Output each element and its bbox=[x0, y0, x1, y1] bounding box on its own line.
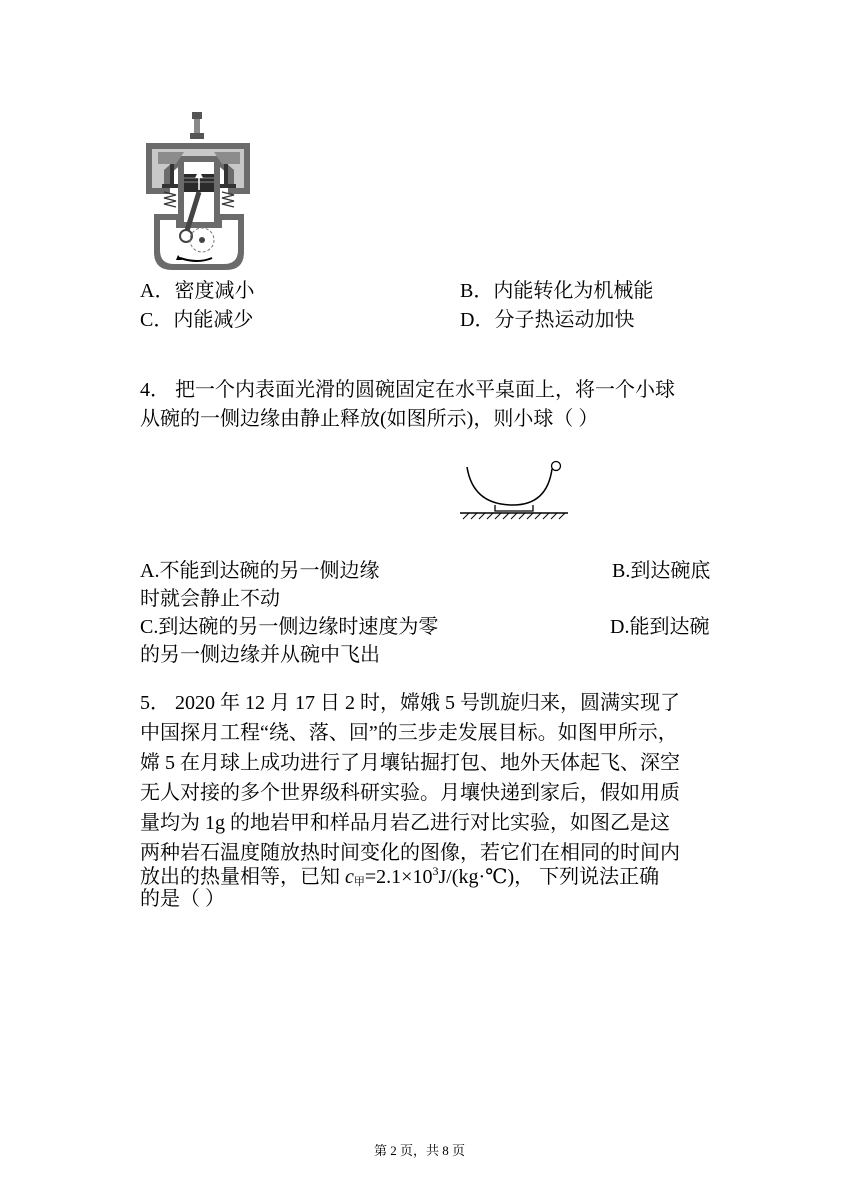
question-5-text-line: 嫦 5 在月球上成功进行了月壤钻掘打包、地外天体起飞、深空 bbox=[140, 752, 680, 774]
q4-option-c: C.到达碗的另一侧边缘时速度为零 bbox=[140, 616, 439, 638]
option-b: B．内能转化为机械能 bbox=[460, 280, 654, 302]
question-5-text-line: 的是（ ） bbox=[140, 888, 225, 910]
question-4-text-line: 从碗的一侧边缘由静止释放(如图所示)，则小球（ ） bbox=[140, 408, 599, 430]
engine-cylinder-figure bbox=[140, 112, 258, 272]
q4-option-b-continued: 时就会静止不动 bbox=[140, 588, 280, 610]
formula-suffix: J/(kg·℃)， 下列说法正确 bbox=[438, 866, 660, 888]
question-5-text-line: 量均为 1g 的地岩甲和样品月岩乙进行对比实验，如图乙是这 bbox=[140, 812, 670, 834]
specific-heat-subscript: 甲 bbox=[353, 876, 365, 888]
formula-value: =2.1×10 bbox=[364, 866, 433, 888]
page-footer: 第 2 页，共 8 页 bbox=[374, 1143, 466, 1158]
question-5-text-line: 两种岩石温度随放热时间变化的图像，若它们在相同的时间内 bbox=[140, 842, 680, 864]
question-5-text-line: 5． 2020 年 12 月 17 日 2 时，嫦娥 5 号凯旋归来，圆满实现了 bbox=[140, 692, 680, 714]
question-4-text-line: 4． 把一个内表面光滑的圆碗固定在水平桌面上，将一个小球 bbox=[140, 379, 675, 401]
bowl-ball-figure bbox=[455, 455, 575, 521]
q4-option-d: D.能到达碗 bbox=[610, 616, 710, 638]
option-c: C．内能减少 bbox=[140, 309, 254, 331]
question-5-text-line: 中国探月工程“绕、落、回”的三步走发展目标。如图甲所示， bbox=[140, 722, 678, 744]
q4-option-b: B.到达碗底 bbox=[612, 560, 711, 582]
option-d: D．分子热运动加快 bbox=[460, 309, 635, 331]
specific-heat-symbol: c bbox=[345, 866, 354, 888]
formula-exponent: 3 bbox=[432, 864, 439, 878]
question-5-text-line: 无人对接的多个世界级科研实验。月壤快递到家后，假如用质 bbox=[140, 782, 680, 804]
q4-option-a: A.不能到达碗的另一侧边缘 bbox=[140, 560, 380, 582]
formula-prefix: 放出的热量相等，已知 bbox=[140, 866, 345, 888]
q4-option-d-continued: 的另一侧边缘并从碗中飞出 bbox=[140, 644, 380, 666]
option-a: A．密度减小 bbox=[140, 280, 255, 302]
